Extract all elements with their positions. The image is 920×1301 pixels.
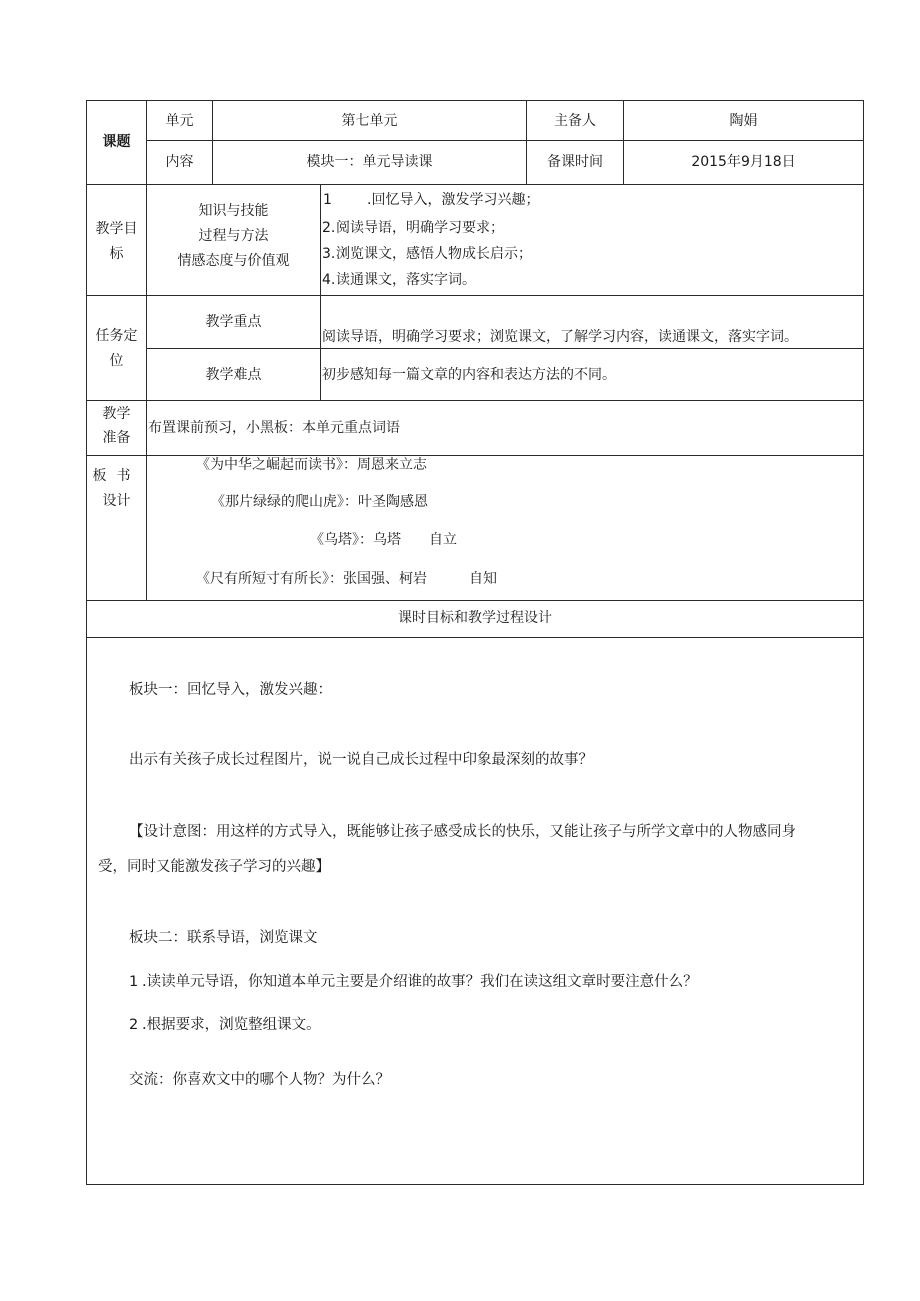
objective-item-text: 阅读导语，明确学习要求； xyxy=(336,220,504,236)
objectives-label-line1: 教学目 xyxy=(95,221,138,237)
objective-item-num: 2. xyxy=(322,220,336,236)
unit-label: 单元 xyxy=(165,113,194,129)
objectives-label-cell xyxy=(86,184,147,296)
board-line: 《尺有所短寸有所长》：张国强、柯岩 自知 xyxy=(196,571,497,587)
keti-label: 课题 xyxy=(102,134,131,150)
show-paragraph: 出示有关孩子成长过程图片，说一说自己成长过程中印象最深刻的故事？ xyxy=(129,752,593,768)
objective-category: 过程与方法 xyxy=(198,228,269,244)
positioning-label-line1: 任务定 xyxy=(95,328,138,344)
question-text: .读读单元导语，你知道本单元主要是介绍谁的故事？我们在读这组文章时要注意什么？ xyxy=(142,974,698,990)
preparation-label-line2: 准备 xyxy=(102,430,131,446)
block1-heading: 板块一：回忆导入，激发兴趣： xyxy=(129,682,332,698)
question-num: 1 xyxy=(129,974,139,990)
date-label: 备课时间 xyxy=(547,154,603,170)
content-label: 内容 xyxy=(165,154,194,170)
unit-value: 第七单元 xyxy=(341,113,398,129)
positioning-label-line2: 位 xyxy=(109,353,124,369)
objective-item-num: 3. xyxy=(322,246,336,262)
question-num: 2 xyxy=(129,1017,139,1033)
question-text: .根据要求，浏览整组课文。 xyxy=(142,1017,321,1033)
objectives-label-line2: 标 xyxy=(109,246,124,262)
key-value: 阅读导语，明确学习要求；浏览课文，了解学习内容，读通课文，落实字词。 xyxy=(322,329,798,345)
preparation-value: 布置课前预习，小黑板：本单元重点词语 xyxy=(148,420,400,436)
objective-category: 情感态度与价值观 xyxy=(177,253,290,269)
board-label-line2: 设计 xyxy=(102,493,131,509)
board-line: 《那片绿绿的爬山虎》：叶圣陶感恩 xyxy=(211,494,428,510)
objective-item-text: 读通课文，落实字词。 xyxy=(336,272,476,288)
difficulty-value: 初步感知每一篇文章的内容和表达方法的不同。 xyxy=(322,367,616,383)
positioning-label-cell xyxy=(86,295,147,401)
objective-item-num: 4. xyxy=(322,272,336,288)
board-label-line1: 板书 xyxy=(92,468,141,484)
lead-label: 主备人 xyxy=(554,113,596,129)
design-intent-line1: 【设计意图：用这样的方式导入，既能够让孩子感受成长的快乐，又能让孩子与所学文章中的人物感同身 xyxy=(129,824,796,840)
process-title: 课时目标和教学过程设计 xyxy=(398,610,552,626)
board-line: 《乌塔》：乌塔 自立 xyxy=(310,532,457,548)
design-intent-line2: 受，同时又能激发孩子学习的兴趣】 xyxy=(98,859,330,875)
exchange-paragraph: 交流：你喜欢文中的哪个人物？为什么？ xyxy=(129,1072,390,1088)
difficulty-label: 教学难点 xyxy=(205,367,262,383)
objective-category: 知识与技能 xyxy=(198,203,269,219)
key-label: 教学重点 xyxy=(205,314,262,330)
preparation-label-line1: 教学 xyxy=(102,406,131,422)
process-body-cell xyxy=(86,637,864,1185)
lead-value: 陶娟 xyxy=(729,113,758,129)
board-line: 《为中华之崛起而读书》：周恩来立志 xyxy=(196,457,427,473)
content-value: 模块一：单元导读课 xyxy=(306,154,433,170)
objective-item-text: 浏览课文，感悟人物成长启示； xyxy=(336,246,532,262)
block2-heading: 板块二：联系导语，浏览课文 xyxy=(129,930,318,946)
objective-item-text: .回忆导入，激发学习兴趣； xyxy=(367,192,540,208)
date-value: 2015年9月18日 xyxy=(691,154,796,170)
objective-item-num: 1 xyxy=(323,192,332,208)
